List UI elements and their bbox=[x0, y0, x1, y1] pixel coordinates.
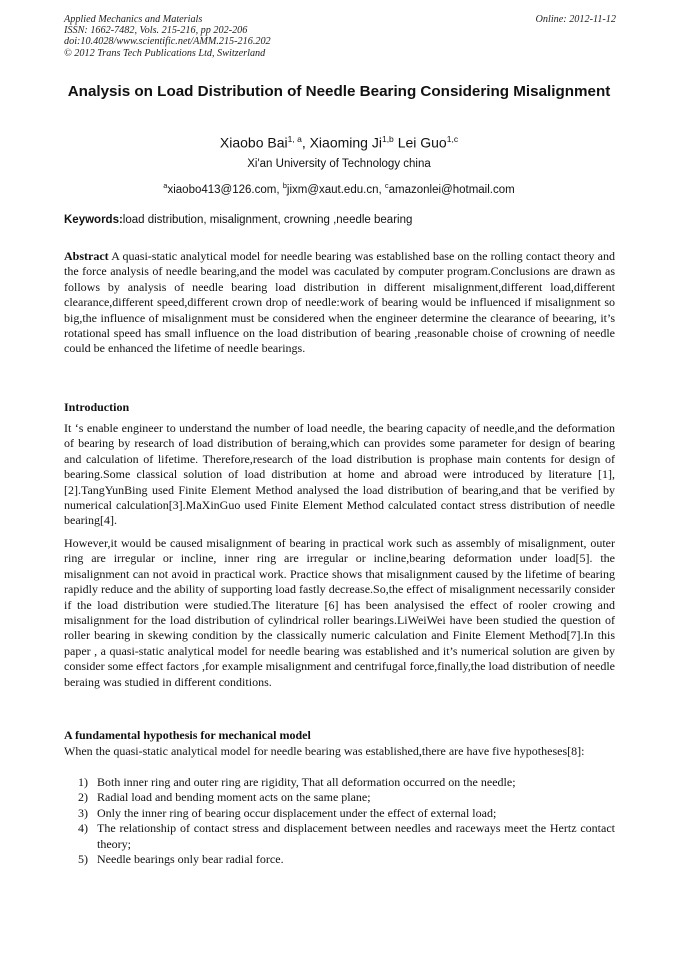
author-affil-mark: 1,c bbox=[446, 134, 459, 144]
paper-title: Analysis on Load Distribution of Needle Bearing Considering Misalignment bbox=[67, 83, 611, 100]
list-number: 3) bbox=[78, 805, 88, 820]
list-number: 1) bbox=[78, 775, 88, 789]
list-item bbox=[64, 790, 615, 805]
copyright-line: © 2012 Trans Tech Publications Ltd, Switzerland bbox=[64, 47, 266, 59]
email-address: xiaobo413@126.com bbox=[167, 183, 277, 196]
email-mark: c bbox=[384, 181, 389, 190]
author-line bbox=[64, 129, 614, 153]
email-line bbox=[64, 178, 614, 198]
list-text: Needle bearings only bear radial force. bbox=[97, 852, 284, 867]
hypothesis-heading: A fundamental hypothesis for mechanical model bbox=[64, 728, 311, 742]
list-number: 5) bbox=[78, 852, 88, 867]
author-name: Xiaobo Bai bbox=[219, 134, 288, 151]
list-text: Radial load and bending moment acts on the same plane; bbox=[97, 790, 371, 805]
author-name: Xiaoming Ji bbox=[309, 134, 382, 151]
hypothesis-intro: When the quasi-static analytical model for needle bearing was established,there are have five hypotheses[8]: bbox=[64, 744, 585, 758]
author-name: Lei Guo bbox=[397, 134, 447, 151]
online-date: Online: 2012-11-12 bbox=[535, 14, 616, 25]
list-text: Only the inner ring of bearing occur displacement under the effect of external load; bbox=[97, 805, 497, 820]
author-affil-mark: 1, a bbox=[287, 134, 302, 144]
keywords-text: load distribution, misalignment, crowning ,needle bearing bbox=[122, 214, 413, 226]
list-item bbox=[64, 806, 615, 821]
introduction-paragraph-2: However,it would be caused misalignment of bearing in practical work such as assembly of misalignment, outer ring are irregular or incline, inner ring are irregular or incline,bearing deformation under load[5]. the misalignment can not avoid in practical work. Practice shows that misalignment caused by the lifetime of bearing rapidly reduce and the ability of supporting load fastly decrease.So,the effect of misalignment necessarily consider if the load distribution were studied.The literature [6] has been analysised the effect of rooler crowing and misalignment for the load distribution of cylindrical roller bearings.LiWeiWei have been studied the question of roller bearing in skewing condition by the classically numeric calculation and Finite Element Method[7].In this paper , a quasi-static analytical model for needle bearing was established and it’s numerical solution are given by consider some effect factors ,for example misalignment and centrifugal force,finally,the load distribution of needle beraing was studied in different conditions. bbox=[64, 536, 615, 689]
hypothesis-list bbox=[64, 775, 615, 867]
affiliation: Xi'an University of Technology china bbox=[247, 158, 431, 170]
email-separator: , bbox=[276, 183, 283, 196]
introduction-paragraph-1: It ‘s enable engineer to understand the number of load needle, the bearing capacity of needle,and the deformation of bearing by research of load distribution of beraing,which can provides some parameter for design of bearing and calculation of lifetime. Therefore,research of the load distribution is prophase main contents for design of bearing.Some classical solution of load distribution at home and abroad were introduced by literature [1],[2].TangYunBing used Finite Element Method analysed the load distribution of bearing,and that be verified by numerical calculation[3].MaXinGuo used Finite Element Method calculated contact stress distribution of needle bearing[4]. bbox=[64, 421, 615, 528]
list-number: 4) bbox=[78, 821, 88, 836]
author-affil-mark: 1,b bbox=[381, 134, 394, 144]
keywords-label: Keywords: bbox=[64, 214, 123, 226]
email-separator: , bbox=[378, 183, 385, 196]
abstract bbox=[64, 249, 615, 357]
email-mark: b bbox=[282, 181, 287, 190]
list-number: 2) bbox=[78, 790, 88, 805]
email-address: amazonlei@hotmail.com bbox=[388, 183, 515, 196]
list-item bbox=[64, 821, 615, 852]
list-item bbox=[64, 852, 615, 867]
abstract-label: Abstract bbox=[64, 249, 109, 263]
list-item bbox=[64, 775, 615, 790]
email-address: jixm@xaut.edu.cn bbox=[286, 183, 379, 196]
issn-line: ISSN: 1662-7482, Vols. 215-216, pp 202-206 bbox=[64, 25, 248, 37]
email-mark: a bbox=[163, 181, 168, 190]
author-separator: , bbox=[301, 134, 310, 151]
introduction-heading: Introduction bbox=[64, 400, 130, 414]
doi-line: doi:10.4028/www.scientific.net/AMM.215-216.202 bbox=[64, 36, 271, 48]
keywords bbox=[64, 213, 616, 228]
list-text: Both inner ring and outer ring are rigidity, That all deformation occurred on the needle; bbox=[97, 775, 516, 789]
list-text: The relationship of contact stress and displacement between needles and raceways meet the Hertz contact theory; bbox=[97, 821, 615, 851]
abstract-text: A quasi-static analytical model for needle bearing was established base on the rolling contact theory and the force analysis of needle bearing,and the model was caculated by computer program.Conclusions are drawn as follows by analysis of needle bearing load distribution in different misalignment,different load,different clearance,different speed,different crown drop of needle:work of bearing would be influenced if misalignment so big,the influence of misalignment must be considered when the engineer determine the clearance of beearing, it’s rotational speed has small influence on the load distribution of bearing ,reasonable choise of crowning of needle could be enhanced the lifetime of needle bearings. bbox=[64, 249, 615, 356]
running-header bbox=[64, 14, 616, 59]
journal-name: Applied Mechanics and Materials bbox=[64, 14, 203, 25]
